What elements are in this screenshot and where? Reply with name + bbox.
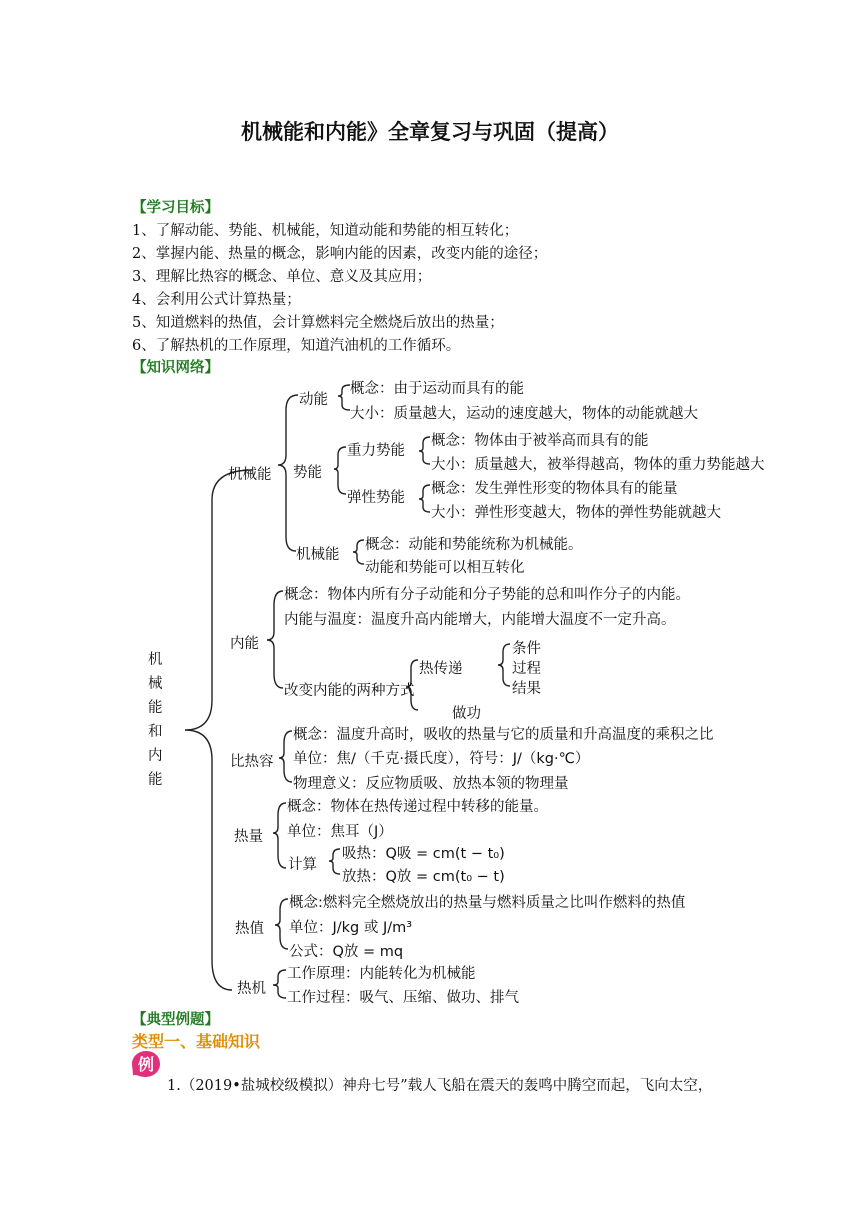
transfer-item: 条件 [512,641,541,657]
root-char: 能 [148,772,163,788]
elastic-size: 大小：弹性形变越大，物体的弹性势能就越大 [431,505,721,521]
examples-heading: 【典型例题】 [132,1011,219,1028]
node-heat-engine: 热机 [237,981,266,997]
internal-temp: 内能与温度：温度升高内能增大，内能增大温度不一定升高。 [284,612,676,628]
heat-value-formula: 公式：Q放 = mq [289,944,404,960]
gravity-concept: 概念：物体由于被举高而具有的能 [431,433,649,449]
heat-release-formula: 放热：Q放 = cm(t₀ − t) [342,869,505,885]
gravity-size: 大小：质量越大，被举得越高，物体的重力势能越大 [431,457,765,473]
objectives-heading: 【学习目标】 [132,199,219,216]
node-gravity-potential: 重力势能 [347,443,405,459]
objective-item: 5、知道燃料的热值，会计算燃料完全燃烧后放出的热量； [132,315,504,331]
root-char: 和 [148,724,163,740]
node-heat-transfer: 热传递 [419,661,463,677]
heat-value-concept: 概念:燃料完全燃烧放出的热量与燃料质量之比叫作燃料的热值 [289,895,686,911]
objective-item: 1、了解动能、势能、机械能，知道动能和势能的相互转化； [132,223,519,239]
node-heat: 热量 [234,829,263,845]
question-1: 1.（2019•盐城校级模拟）神舟七号”载人飞船在震天的轰鸣中腾空而起，飞向太空， [167,1078,713,1094]
specific-heat-unit: 单位：焦/（千克·摄氏度），符号：J/（kg·℃） [293,751,590,767]
kinetic-concept: 概念：由于运动而具有的能 [350,381,524,397]
elastic-concept: 概念：发生弹性形变的物体具有的能量 [431,481,678,497]
example-badge-icon [131,1049,161,1079]
root-char: 内 [148,748,163,764]
heat-absorb-formula: 吸热：Q吸 = cm(t − t₀) [342,846,505,862]
kinetic-size: 大小：质量越大，运动的速度越大，物体的动能就越大 [350,406,698,422]
node-calc: 计算 [288,857,317,873]
heat-value-unit: 单位：J/kg 或 J/m³ [289,920,413,936]
mechanical-concept: 概念：动能和势能统称为机械能。 [365,537,583,553]
internal-concept: 概念：物体内所有分子动能和分子势能的总和叫作分子的内能。 [284,587,690,603]
root-char: 机 [148,652,163,668]
root-char: 能 [148,700,163,716]
node-elastic-potential: 弹性势能 [347,490,405,506]
node-specific-heat: 比热容 [230,754,274,770]
specific-heat-concept: 概念：温度升高时，吸收的热量与它的质量和升高温度的乘积之比 [293,727,714,743]
badge-char: 例 [137,1055,155,1074]
mechanical-convert: 动能和势能可以相互转化 [365,560,525,576]
engine-principle: 工作原理：内能转化为机械能 [287,966,476,982]
page-title: 机械能和内能》全章复习与巩固（提高） [241,119,619,144]
node-mechanical-energy: 机械能 [228,467,272,483]
heat-concept: 概念：物体在热传递过程中转移的能量。 [287,799,548,815]
objective-item: 4、会利用公式计算热量； [132,292,301,308]
node-mechanical: 机械能 [296,547,340,563]
root-char: 械 [148,676,163,692]
type-heading: 类型一、基础知识 [132,1032,261,1051]
internal-ways: 改变内能的两种方式 [284,683,415,699]
node-potential: 势能 [293,465,322,481]
transfer-item: 结果 [512,681,541,697]
node-internal-energy: 内能 [230,636,259,652]
specific-heat-meaning: 物理意义：反应物质吸、放热本领的物理量 [293,776,569,792]
heat-unit: 单位：焦耳（J） [287,824,393,840]
transfer-item: 过程 [512,661,541,677]
objective-item: 3、理解比热容的概念、单位、意义及其应用； [132,269,432,285]
node-work: 做功 [452,706,481,722]
objective-item: 2、掌握内能、热量的概念，影响内能的因素，改变内能的途径； [132,246,548,262]
objective-item: 6、了解热机的工作原理，知道汽油机的工作循环。 [132,338,461,354]
node-heat-value: 热值 [235,921,264,937]
network-heading: 【知识网络】 [132,359,219,376]
node-kinetic: 动能 [299,392,328,408]
engine-process: 工作过程：吸气、压缩、做功、排气 [287,990,519,1006]
